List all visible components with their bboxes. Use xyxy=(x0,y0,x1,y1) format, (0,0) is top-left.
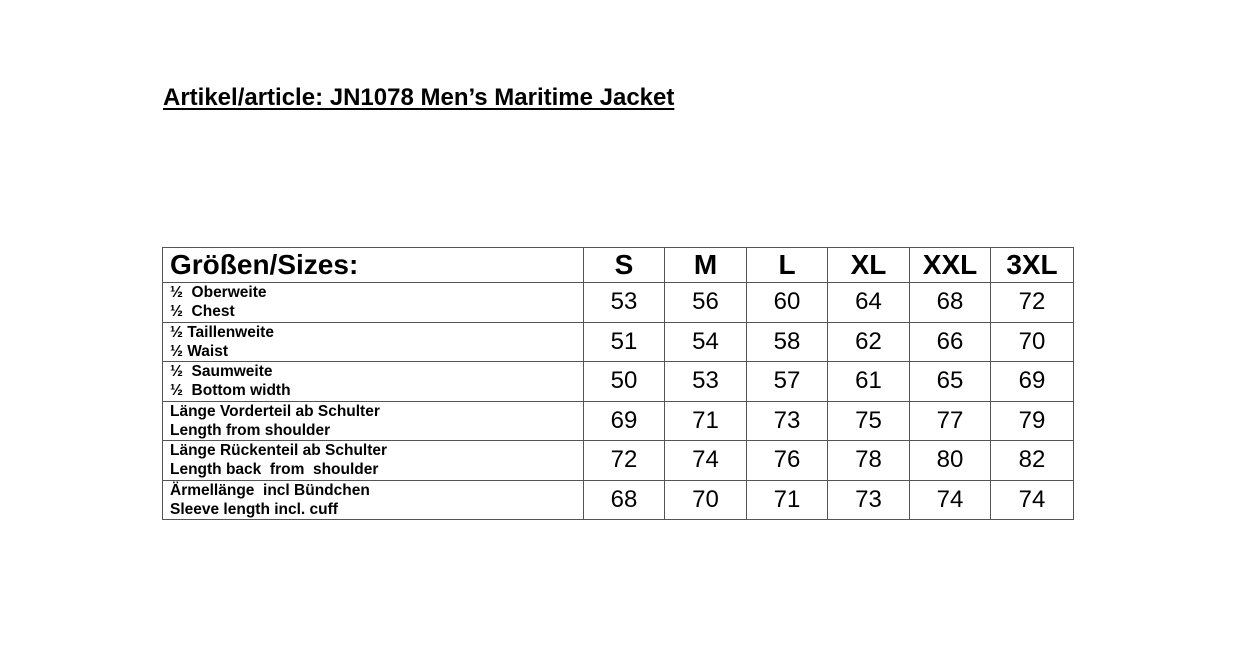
table-cell: 62 xyxy=(828,322,910,362)
row-label xyxy=(163,480,584,520)
row-label-de: ½ Taillenweite xyxy=(170,323,274,341)
table-cell: 77 xyxy=(910,401,991,441)
table-cell: 53 xyxy=(665,362,747,402)
table-cell: 51 xyxy=(584,322,665,362)
row-label-de: Länge Rückenteil ab Schulter xyxy=(170,442,388,460)
document-title: Artikel/article: JN1078 Men’s Maritime Jacket xyxy=(163,84,675,111)
size-header-xxl: XXL xyxy=(910,248,991,283)
table-cell: 74 xyxy=(910,480,991,520)
row-label-de: ½ Oberweite xyxy=(170,284,267,302)
table-cell: 53 xyxy=(584,283,665,323)
size-header-m: M xyxy=(665,248,747,283)
row-label-de: ½ Saumweite xyxy=(170,363,273,381)
row-label-de: Ärmellänge incl Bündchen xyxy=(170,481,370,499)
table-row xyxy=(163,283,1074,323)
table-cell: 73 xyxy=(828,480,910,520)
row-label-en: Sleeve length incl. cuff xyxy=(170,500,338,518)
table-row xyxy=(163,480,1074,520)
size-header-xl: XL xyxy=(828,248,910,283)
table-cell: 68 xyxy=(910,283,991,323)
table-cell: 58 xyxy=(747,322,828,362)
table-cell: 76 xyxy=(747,441,828,481)
table-cell: 72 xyxy=(991,283,1074,323)
table-row xyxy=(163,322,1074,362)
table-cell: 82 xyxy=(991,441,1074,481)
table-cell: 69 xyxy=(991,362,1074,402)
table-cell: 70 xyxy=(665,480,747,520)
row-label xyxy=(163,362,584,402)
table-cell: 57 xyxy=(747,362,828,402)
table-cell: 54 xyxy=(665,322,747,362)
table-cell: 56 xyxy=(665,283,747,323)
row-label-en: Length from shoulder xyxy=(170,421,331,439)
table-cell: 64 xyxy=(828,283,910,323)
table-header-label: Größen/Sizes: xyxy=(163,248,584,283)
table-header-row xyxy=(163,248,1074,283)
size-header-l: L xyxy=(747,248,828,283)
row-label xyxy=(163,441,584,481)
table-cell: 80 xyxy=(910,441,991,481)
row-label xyxy=(163,322,584,362)
table-cell: 69 xyxy=(584,401,665,441)
table-cell: 79 xyxy=(991,401,1074,441)
row-label-en: ½ Waist xyxy=(170,342,228,360)
table-cell: 74 xyxy=(665,441,747,481)
table-row xyxy=(163,441,1074,481)
table-row xyxy=(163,401,1074,441)
row-label xyxy=(163,283,584,323)
table-cell: 70 xyxy=(991,322,1074,362)
table-cell: 72 xyxy=(584,441,665,481)
table-cell: 71 xyxy=(665,401,747,441)
table-cell: 61 xyxy=(828,362,910,402)
size-header-s: S xyxy=(584,248,665,283)
size-header-3xl: 3XL xyxy=(991,248,1074,283)
table-cell: 74 xyxy=(991,480,1074,520)
table-row xyxy=(163,362,1074,402)
table-cell: 65 xyxy=(910,362,991,402)
table-cell: 78 xyxy=(828,441,910,481)
row-label-en: Length back from shoulder xyxy=(170,461,379,479)
table-cell: 66 xyxy=(910,322,991,362)
row-label-en: ½ Chest xyxy=(170,303,235,321)
size-chart-table xyxy=(162,247,1074,520)
table-cell: 60 xyxy=(747,283,828,323)
table-cell: 68 xyxy=(584,480,665,520)
row-label xyxy=(163,401,584,441)
table-cell: 71 xyxy=(747,480,828,520)
row-label-en: ½ Bottom width xyxy=(170,382,291,400)
table-cell: 75 xyxy=(828,401,910,441)
table-cell: 50 xyxy=(584,362,665,402)
table-cell: 73 xyxy=(747,401,828,441)
row-label-de: Länge Vorderteil ab Schulter xyxy=(170,402,380,420)
